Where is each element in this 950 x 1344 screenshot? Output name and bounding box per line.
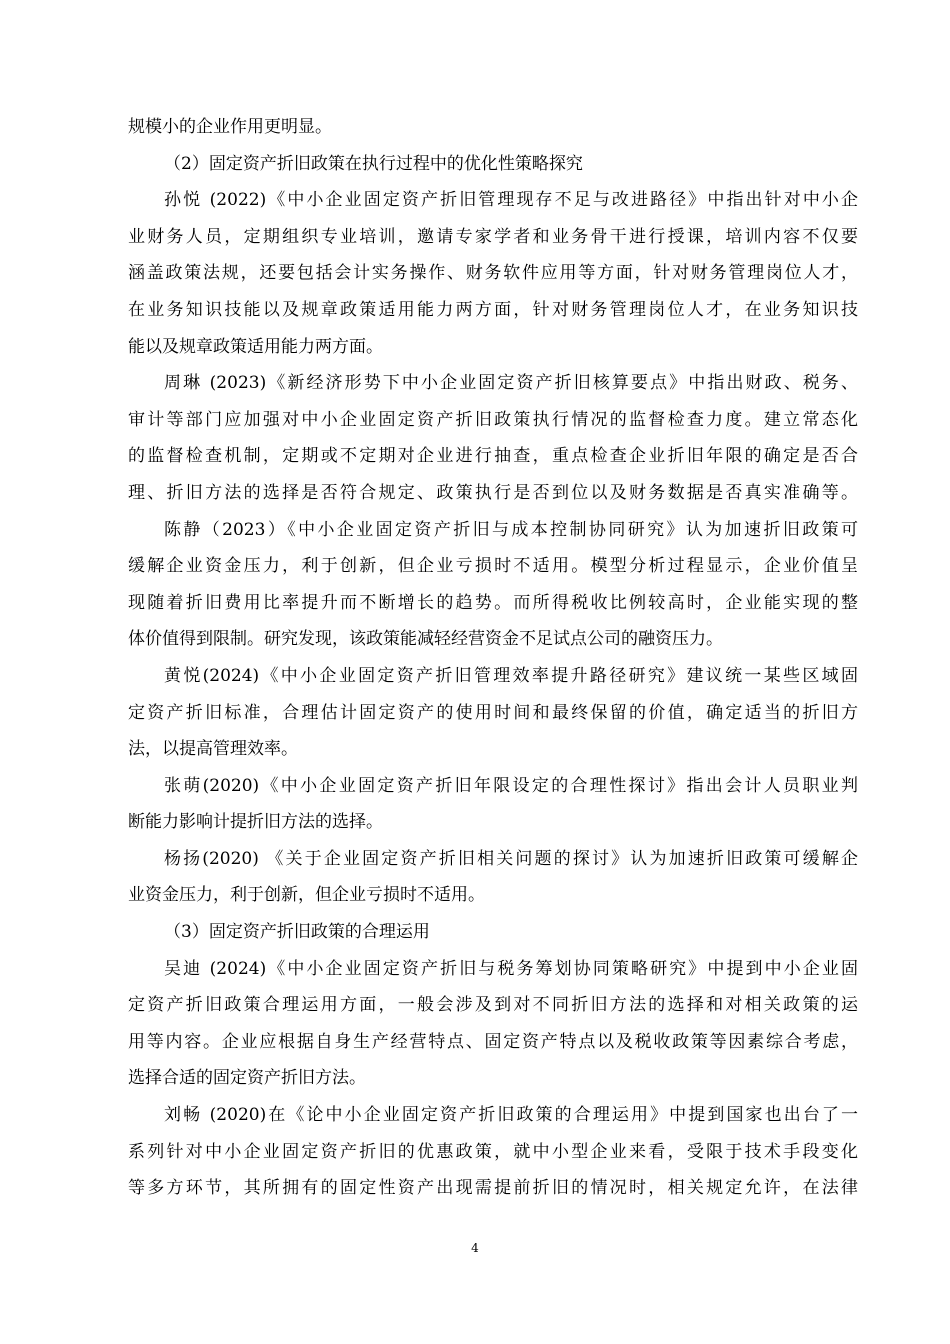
text-line: 黄悦(2024)《中小企业固定资产折旧管理效率提升路径研究》建议统一某些区域固 (164, 665, 858, 686)
text-line: 涵盖政策法规，还要包括会计实务操作、财务软件应用等方面，针对财务管理岗位人才， (128, 263, 858, 284)
text-line: 能以及规章政策适用能力两方面。 (128, 336, 383, 357)
text-line: （2）固定资产折旧政策在执行过程中的优化性策略探究 (164, 153, 583, 174)
text-line: 陈静（2023）《中小企业固定资产折旧与成本控制协同研究》认为加速折旧政策可 (164, 519, 858, 540)
text-line: 定资产折旧标准，合理估计固定资产的使用时间和最终保留的价值，确定适当的折旧方 (128, 702, 858, 723)
text-line: 审计等部门应加强对中小企业固定资产折旧政策执行情况的监督检查力度。建立常态化 (128, 409, 858, 430)
text-line: 周琳 (2023)《新经济形势下中小企业固定资产折旧核算要点》中指出财政、税务、 (164, 373, 858, 394)
text-line: 的监督检查机制，定期或不定期对企业进行抽查，重点检查企业折旧年限的确定是否合 (128, 446, 858, 467)
text-line: 业资金压力，利于创新，但企业亏损时不适用。 (128, 885, 485, 906)
text-line: 用等内容。企业应根据自身生产经营特点、固定资产特点以及税收政策等因素综合考虑， (128, 1031, 858, 1052)
text-line: （3）固定资产折旧政策的合理运用 (164, 922, 430, 943)
text-line: 理、折旧方法的选择是否符合规定、政策执行是否到位以及财务数据是否真实准确等。 (128, 482, 858, 503)
text-line: 断能力影响计提折旧方法的选择。 (128, 812, 383, 833)
text-line: 刘畅 (2020)在《论中小企业固定资产折旧政策的合理运用》中提到国家也出台了一 (164, 1105, 858, 1126)
document-body (128, 109, 858, 1207)
text-line: 现随着折旧费用比率提升而不断增长的趋势。而所得税收比例较高时，企业能实现的整 (128, 592, 858, 613)
text-line: 孙悦 (2022)《中小企业固定资产折旧管理现存不足与改进路径》中指出针对中小企 (164, 190, 858, 211)
text-line: 杨扬(2020) 《关于企业固定资产折旧相关问题的探讨》认为加速折旧政策可缓解企 (164, 848, 858, 869)
text-line: 缓解企业资金压力，利于创新，但企业亏损时不适用。模型分析过程显示，企业价值呈 (128, 556, 858, 577)
text-line: 体价值得到限制。研究发现，该政策能减轻经营资金不足试点公司的融资压力。 (128, 629, 723, 650)
text-line: 业财务人员，定期组织专业培训，邀请专家学者和业务骨干进行授课，培训内容不仅要 (128, 226, 858, 247)
text-line: 定资产折旧政策合理运用方面，一般会涉及到对不同折旧方法的选择和对相关政策的运 (128, 995, 858, 1016)
text-line: 张萌(2020)《中小企业固定资产折旧年限设定的合理性探讨》指出会计人员职业判 (164, 775, 858, 796)
text-line: 系列针对中小企业固定资产折旧的优惠政策，就中小型企业来看，受限于技术手段变化 (128, 1141, 858, 1162)
page-number: 4 (471, 1241, 479, 1255)
text-line: 规模小的企业作用更明显。 (128, 117, 332, 137)
text-line: 法，以提高管理效率。 (128, 739, 298, 760)
text-line: 吴迪 (2024)《中小企业固定资产折旧与税务筹划协同策略研究》中提到中小企业固 (164, 958, 858, 979)
text-line: 在业务知识技能以及规章政策适用能力两方面，针对财务管理岗位人才，在业务知识技 (128, 299, 858, 320)
text-line: 等多方环节，其所拥有的固定性资产出现需提前折旧的情况时，相关规定允许，在法律 (128, 1178, 858, 1199)
text-line: 选择合适的固定资产折旧方法。 (128, 1068, 366, 1089)
